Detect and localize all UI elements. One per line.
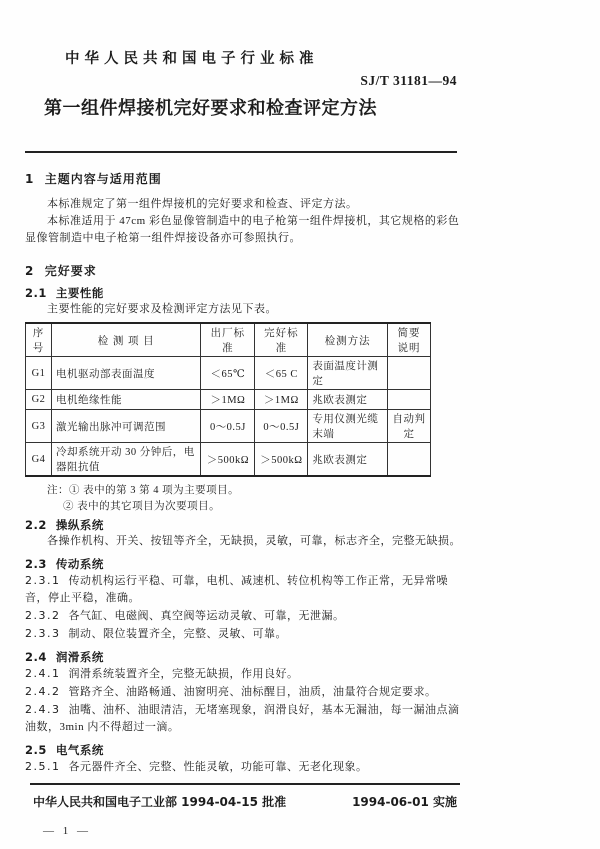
clause-2-1-title: 主要性能 (55, 286, 104, 300)
clause-2-5-1-text: 各元器件齐全、完整、性能灵敏，功能可靠、无老化现象。 (68, 761, 368, 773)
clause-2-4-2 (25, 683, 465, 701)
cell-intact-standard: ＜65 C (255, 357, 308, 390)
implementation-line: 1994-06-01 实施 (352, 795, 457, 809)
clause-2-3-1 (25, 572, 465, 607)
cell-brief-note (388, 443, 431, 477)
cell-test-method: 专用仪测光缆末端 (308, 410, 388, 443)
clause-2-3-3-number: 2.3.3 (25, 627, 61, 640)
standard-org-line: 中华人民共和国电子行业标准 (65, 51, 319, 67)
clause-2-1-number: 2.1 (25, 286, 47, 300)
cell-brief-note: 自动判定 (388, 410, 431, 443)
clause-2-4-1-text: 润滑系统装置齐全，完整无缺损，作用良好。 (68, 668, 299, 680)
footer-divider-rule (30, 783, 460, 785)
approval-line: 中华人民共和国电子工业部 1994-04-15 批准 (33, 795, 287, 809)
cell-brief-note (388, 390, 431, 410)
section-1-heading (25, 171, 480, 187)
clause-2-4-number: 2.4 (25, 650, 47, 664)
clause-2-4-1 (25, 665, 465, 683)
cell-intact-standard: ＞500kΩ (255, 443, 308, 477)
clause-2-3-1-number: 2.3.1 (25, 574, 61, 587)
cell-test-method: 兆欧表测定 (308, 390, 388, 410)
clause-2-1-intro: 主要性能的完好要求及检测评定方法见下表。 (47, 303, 277, 315)
clause-2-2-number: 2.2 (25, 518, 47, 532)
table-header-row (26, 323, 431, 357)
standard-number: SJ/T 31181—94 (360, 73, 457, 88)
col-header-brief-note: 简要说明 (388, 323, 431, 357)
col-header-seq: 序 号 (26, 323, 52, 357)
clause-2-5-number: 2.5 (25, 743, 47, 757)
clause-2-3-1-text: 传动机构运行平稳、可靠，电机、减速机、转位机构等工作正常，无异常噪音，停止平稳，准确。 (25, 575, 448, 604)
table-note-2: ② 表中的其它项目为次要项目。 (63, 500, 221, 512)
cell-factory-standard: ＜65℃ (201, 357, 255, 390)
cell-item: 冷却系统开动 30 分钟后，电器阻抗值 (51, 443, 200, 477)
table-note-1: 注：① 表中的第 3 第 4 项为主要项目。 (47, 485, 240, 496)
clause-2-4-1-number: 2.4.1 (25, 667, 61, 680)
clause-2-4-3-text: 油嘴、油杯、油眼清洁，无堵塞现象，润滑良好，基本无漏油，每一漏油点滴油数，3min 内不得超过一滴。 (25, 704, 460, 733)
clause-2-2-title: 操纵系统 (55, 518, 104, 532)
clause-2-3-2-number: 2.3.2 (25, 609, 61, 622)
header-divider-rule (25, 151, 457, 153)
cell-item: 电机驱动部表面温度 (51, 357, 200, 390)
col-header-test-method: 检测方法 (308, 323, 388, 357)
cell-seq: G2 (26, 390, 52, 410)
cell-intact-standard: ＞1MΩ (255, 390, 308, 410)
clause-2-3-title: 传动系统 (55, 557, 104, 571)
table-row (26, 357, 431, 390)
clause-2-4-3 (25, 701, 465, 736)
section-2-heading (25, 263, 480, 279)
table-row (26, 390, 431, 410)
cell-brief-note (388, 357, 431, 390)
clause-2-4-2-number: 2.4.2 (25, 685, 61, 698)
cell-test-method: 表面温度计测定 (308, 357, 388, 390)
cell-item: 激光输出脉冲可调范围 (51, 410, 200, 443)
section-1-number: 1 (25, 172, 35, 186)
clause-2-4-3-number: 2.4.3 (25, 703, 61, 716)
clause-2-1-heading (25, 285, 480, 301)
section-1-paragraph-1: 本标准规定了第一组件焊接机的完好要求和检查、评定方法。 (47, 198, 358, 210)
clause-2-4-2-text: 管路齐全、油路畅通、油窗明亮、油标醒目，油质，油量符合规定要求。 (68, 686, 437, 698)
section-1-title: 主题内容与适用范围 (44, 172, 162, 186)
clause-2-3-3-text: 制动、限位装置齐全，完整、灵敏、可靠。 (68, 628, 287, 640)
cell-seq: G4 (26, 443, 52, 477)
clause-2-2-heading (25, 517, 480, 533)
table-row (26, 410, 431, 443)
clause-2-5-1-number: 2.5.1 (25, 760, 61, 773)
cell-factory-standard: ＞1MΩ (201, 390, 255, 410)
section-2-title: 完好要求 (44, 264, 97, 278)
clause-2-2-body: 各操作机构、开关、按钮等齐全，无缺损，灵敏，可靠，标志齐全，完整无缺损。 (47, 535, 461, 547)
footer-row (33, 794, 457, 810)
cell-seq: G1 (26, 357, 52, 390)
clause-2-3-heading (25, 556, 480, 572)
cell-factory-standard: 0～0.5J (201, 410, 255, 443)
cell-test-method: 兆欧表测定 (308, 443, 388, 477)
clause-2-5-heading (25, 742, 480, 758)
clause-2-5-1 (25, 758, 465, 776)
section-2-number: 2 (25, 264, 35, 278)
col-header-item: 检 测 项 目 (51, 323, 200, 357)
cell-seq: G3 (26, 410, 52, 443)
clause-2-3-2 (25, 607, 465, 625)
clause-2-3-3 (25, 625, 465, 643)
cell-item: 电机绝缘性能 (51, 390, 200, 410)
col-header-factory-standard: 出厂标准 (201, 323, 255, 357)
col-header-intact-standard: 完好标准 (255, 323, 308, 357)
clause-2-3-number: 2.3 (25, 557, 47, 571)
clause-2-4-title: 润滑系统 (55, 650, 104, 664)
clause-2-4-heading (25, 649, 480, 665)
clause-2-3-2-text: 各气缸、电磁阀、真空阀等运动灵敏、可靠，无泄漏。 (68, 610, 345, 622)
performance-requirements-table (25, 322, 431, 477)
cell-factory-standard: ＞500kΩ (201, 443, 255, 477)
section-1-paragraph-2: 本标准适用于 47cm 彩色显像管制造中的电子枪第一组件焊接机，其它规格的彩色显像管制造中电子枪第一组件焊接设备亦可参照执行。 (25, 215, 460, 244)
page-number: — 1 — (43, 825, 91, 837)
table-row (26, 443, 431, 477)
cell-intact-standard: 0～0.5J (255, 410, 308, 443)
document-title: 第一组件焊接机完好要求和检查评定方法 (44, 98, 377, 119)
clause-2-5-title: 电气系统 (55, 743, 104, 757)
